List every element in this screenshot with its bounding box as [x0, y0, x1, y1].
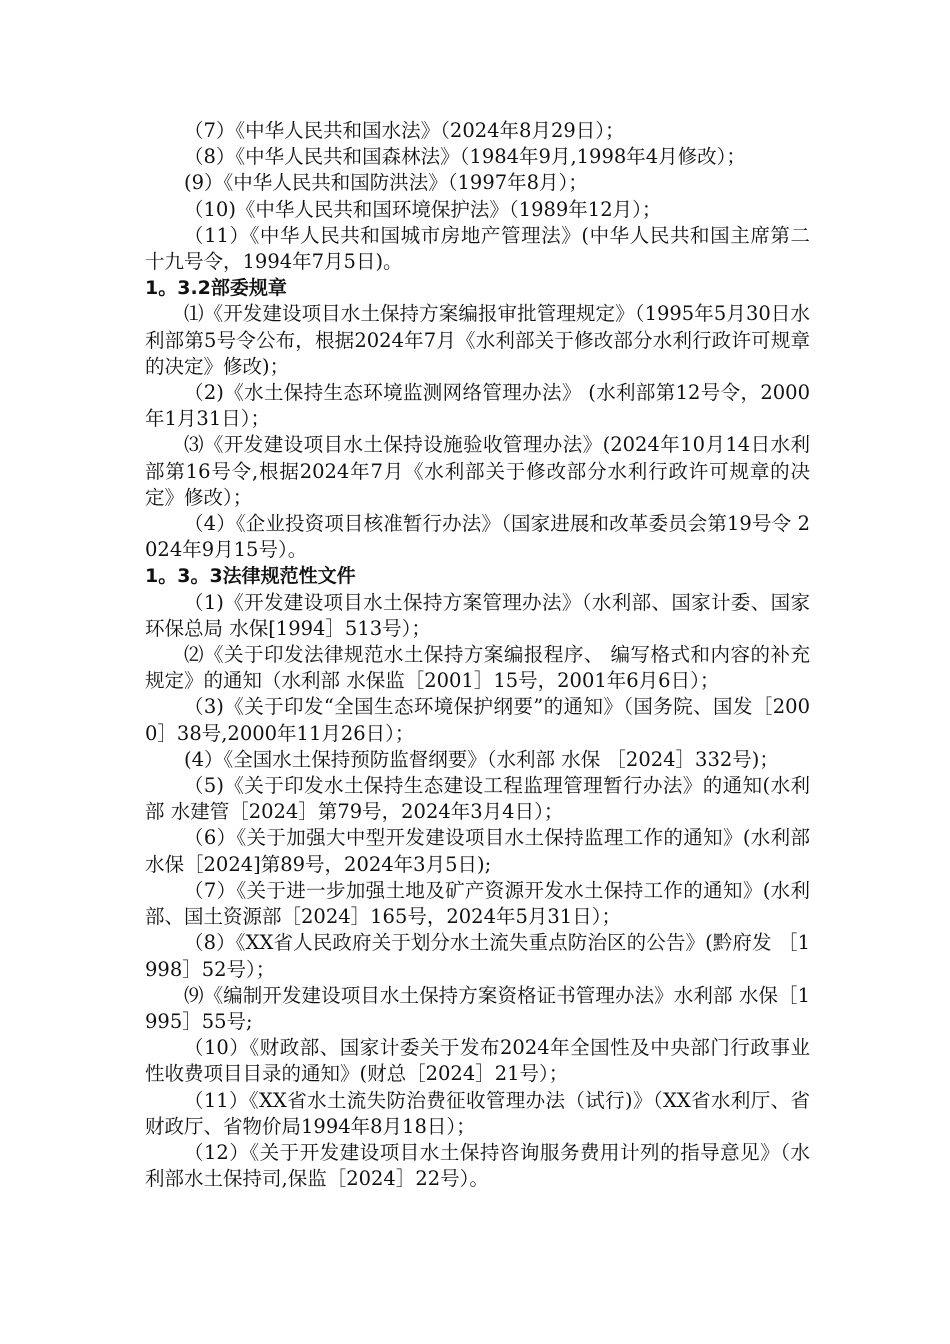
document-item: （12）《关于开发建设项目水土保持咨询服务费用计列的指导意见》（水利部水土保持司,保监［2024］22号）。 — [145, 1140, 810, 1191]
law-item: （11）《中华人民共和国城市房地产管理法》(中华人民共和国主席第二十九号令，1994年7月5日)。 — [145, 223, 810, 274]
law-item: （10)《中华人民共和国环境保护法》（1989年12月）； — [184, 197, 662, 221]
document-item: （10）《财政部、国家计委关于发布2024年全国性及中央部门行政事业性收费项目目录的通知》(财总［2024］21号）； — [145, 1036, 810, 1086]
document-item: （5)《关于印发水土保持生态建设工程监理管理暂行办法》的通知(水利部 水建管［2024］第79号，2024年3月4日）； — [145, 774, 810, 824]
document-page — [145, 118, 810, 1192]
law-item: (9）《中华人民共和国防洪法》（1997年8月）； — [184, 171, 588, 195]
document-item: （1)《开发建设项目水土保持方案管理办法》（水利部、国家计委、国家环保总局 水保[1994］513号）； — [145, 590, 810, 640]
document-item: ⑵《关于印发法律规范水土保持方案编报程序、 编写格式和内容的补充规定》的通知（水利部 水保监［2001］15号，2001年6月6日）； — [145, 643, 810, 693]
document-item: （3)《关于印发“全国生态环境保护纲要”的通知》（国务院、国发［2000］38号,2000年11月26日）； — [145, 695, 810, 745]
section-heading-normative-documents: 1。3。3法律规范性文件 — [145, 565, 356, 588]
rule-item: ⑶《开发建设项目水土保持设施验收管理办法》(2024年10月14日水利部第16号令,根据2024年7月《水利部关于修改部分水利行政许可规章的决定》修改）； — [145, 433, 810, 509]
rule-item: ⑴《开发建设项目水土保持方案编报审批管理规定》（1995年5月30日水利部第5号令公布，根据2024年7月《水利部关于修改部分水利行政许可规章的决定》修改)； — [145, 302, 810, 378]
document-item: （7）《关于进一步加强土地及矿产资源开发水土保持工作的通知》(水利部、国土资源部［2024］165号，2024年5月31日）； — [145, 878, 810, 929]
section-heading-ministerial-rules: 1。3.2部委规章 — [145, 277, 287, 300]
document-item: (4）《全国水土保持预防监督纲要》（水利部 水保 ［2024］332号)； — [184, 747, 779, 771]
law-item: （8）《中华人民共和国森林法》（1984年9月,1998年4月修改）； — [184, 145, 746, 169]
document-item: ⑼《编制开发建设项目水土保持方案资格证书管理办法》水利部 水保［1995］55号; — [145, 983, 810, 1033]
law-item: （7）《中华人民共和国水法》（2024年8月29日）； — [184, 119, 625, 142]
document-item: （6）《关于加强大中型开发建设项目水土保持监理工作的通知》(水利部 水保［2024]第89号，2024年3月5日); — [145, 826, 810, 876]
rule-item: （4）《企业投资项目核准暂行办法》（国家进展和改革委员会第19号令 2024年9月15号）。 — [145, 512, 810, 562]
document-item: （8）《XX省人民政府关于划分水土流失重点防治区的公告》(黔府发 ［1998］52号）； — [145, 931, 810, 981]
document-item: （11）《XX省水土流失防治费征收管理办法（试行)》（XX省水利厅、省财政厅、省物价局1994年8月18日）； — [145, 1088, 810, 1138]
rule-item: （2)《水土保持生态环境监测网络管理办法》 (水利部第12号令，2000年1月31日）； — [145, 381, 810, 431]
